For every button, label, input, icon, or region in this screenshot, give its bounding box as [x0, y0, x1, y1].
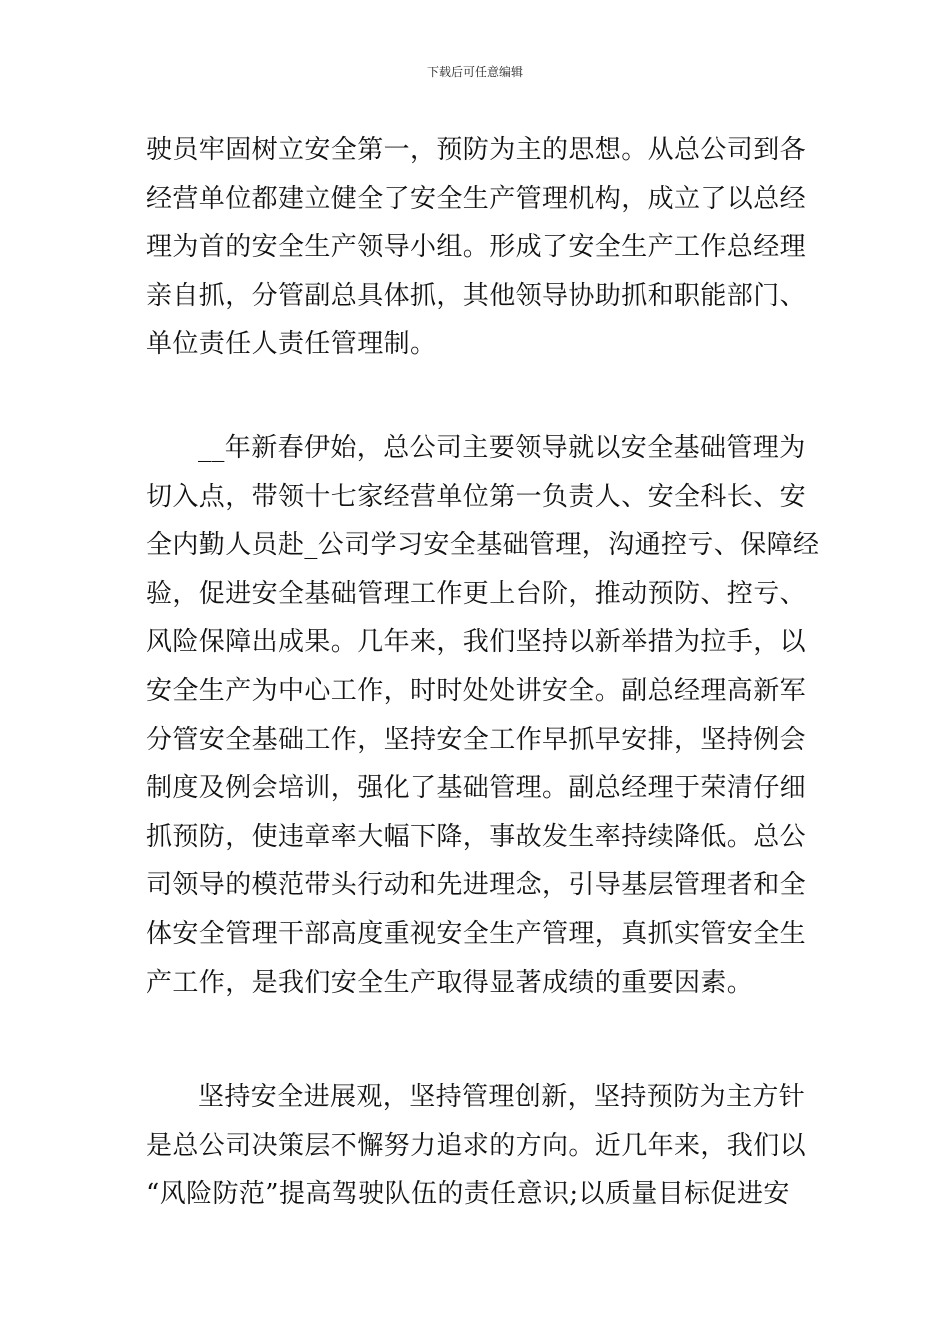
text-line: 验，促进安全基础管理工作更上台阶，推动预防、控亏、: [146, 578, 807, 609]
text-line: 体安全管理干部高度重视安全生产管理，真抓实管安全生: [146, 918, 807, 949]
text-line: 抓预防，使违章率大幅下降，事故发生率持续降低。总公: [146, 821, 807, 852]
text-line: 单位责任人责任管理制。: [146, 329, 437, 360]
text-line: 风险保障出成果。几年来，我们坚持以新举措为拉手，以: [146, 627, 807, 658]
text-line: 亲自抓，分管副总具体抓，其他领导协助抓和职能部门、: [146, 280, 807, 311]
text-line: 制度及例会培训，强化了基础管理。副总经理于荣清仔细: [146, 773, 807, 804]
text-line: __年新春伊始，总公司主要领导就以安全基础管理为: [198, 433, 806, 463]
text-line: “风险防范”提高驾驶队伍的责任意识;以质量目标促进安: [146, 1179, 790, 1210]
page-header: 下载后可任意编辑: [426, 65, 523, 79]
paragraph-1: [146, 126, 808, 369]
text-line: 全内勤人员赴_公司学习安全基础管理，沟通控亏、保障经: [146, 530, 820, 561]
paragraph-2: [146, 424, 820, 1007]
text-line: 切入点，带领十七家经营单位第一负责人、安全科长、安: [146, 481, 807, 512]
text-line: 经营单位都建立健全了安全生产管理机构，成立了以总经: [146, 183, 807, 214]
paragraph-3: [146, 1073, 808, 1219]
text-line: 是总公司决策层不懈努力追求的方向。近几年来，我们以: [146, 1130, 807, 1161]
text-line: 司领导的模范带头行动和先进理念，引导基层管理者和全: [146, 870, 807, 901]
text-line: 产工作，是我们安全生产取得显著成绩的重要因素。: [146, 967, 754, 998]
text-line: 安全生产为中心工作，时时处处讲安全。副总经理高新军: [146, 675, 807, 706]
text-line: 坚持安全进展观，坚持管理创新，坚持预防为主方针: [198, 1082, 806, 1112]
text-line: 驶员牢固树立安全第一，预防为主的思想。从总公司到各: [146, 135, 807, 165]
text-line: 理为首的安全生产领导小组。形成了安全生产工作总经理: [146, 232, 807, 263]
text-line: 分管安全基础工作，坚持安全工作早抓早安排，坚持例会: [146, 724, 807, 755]
